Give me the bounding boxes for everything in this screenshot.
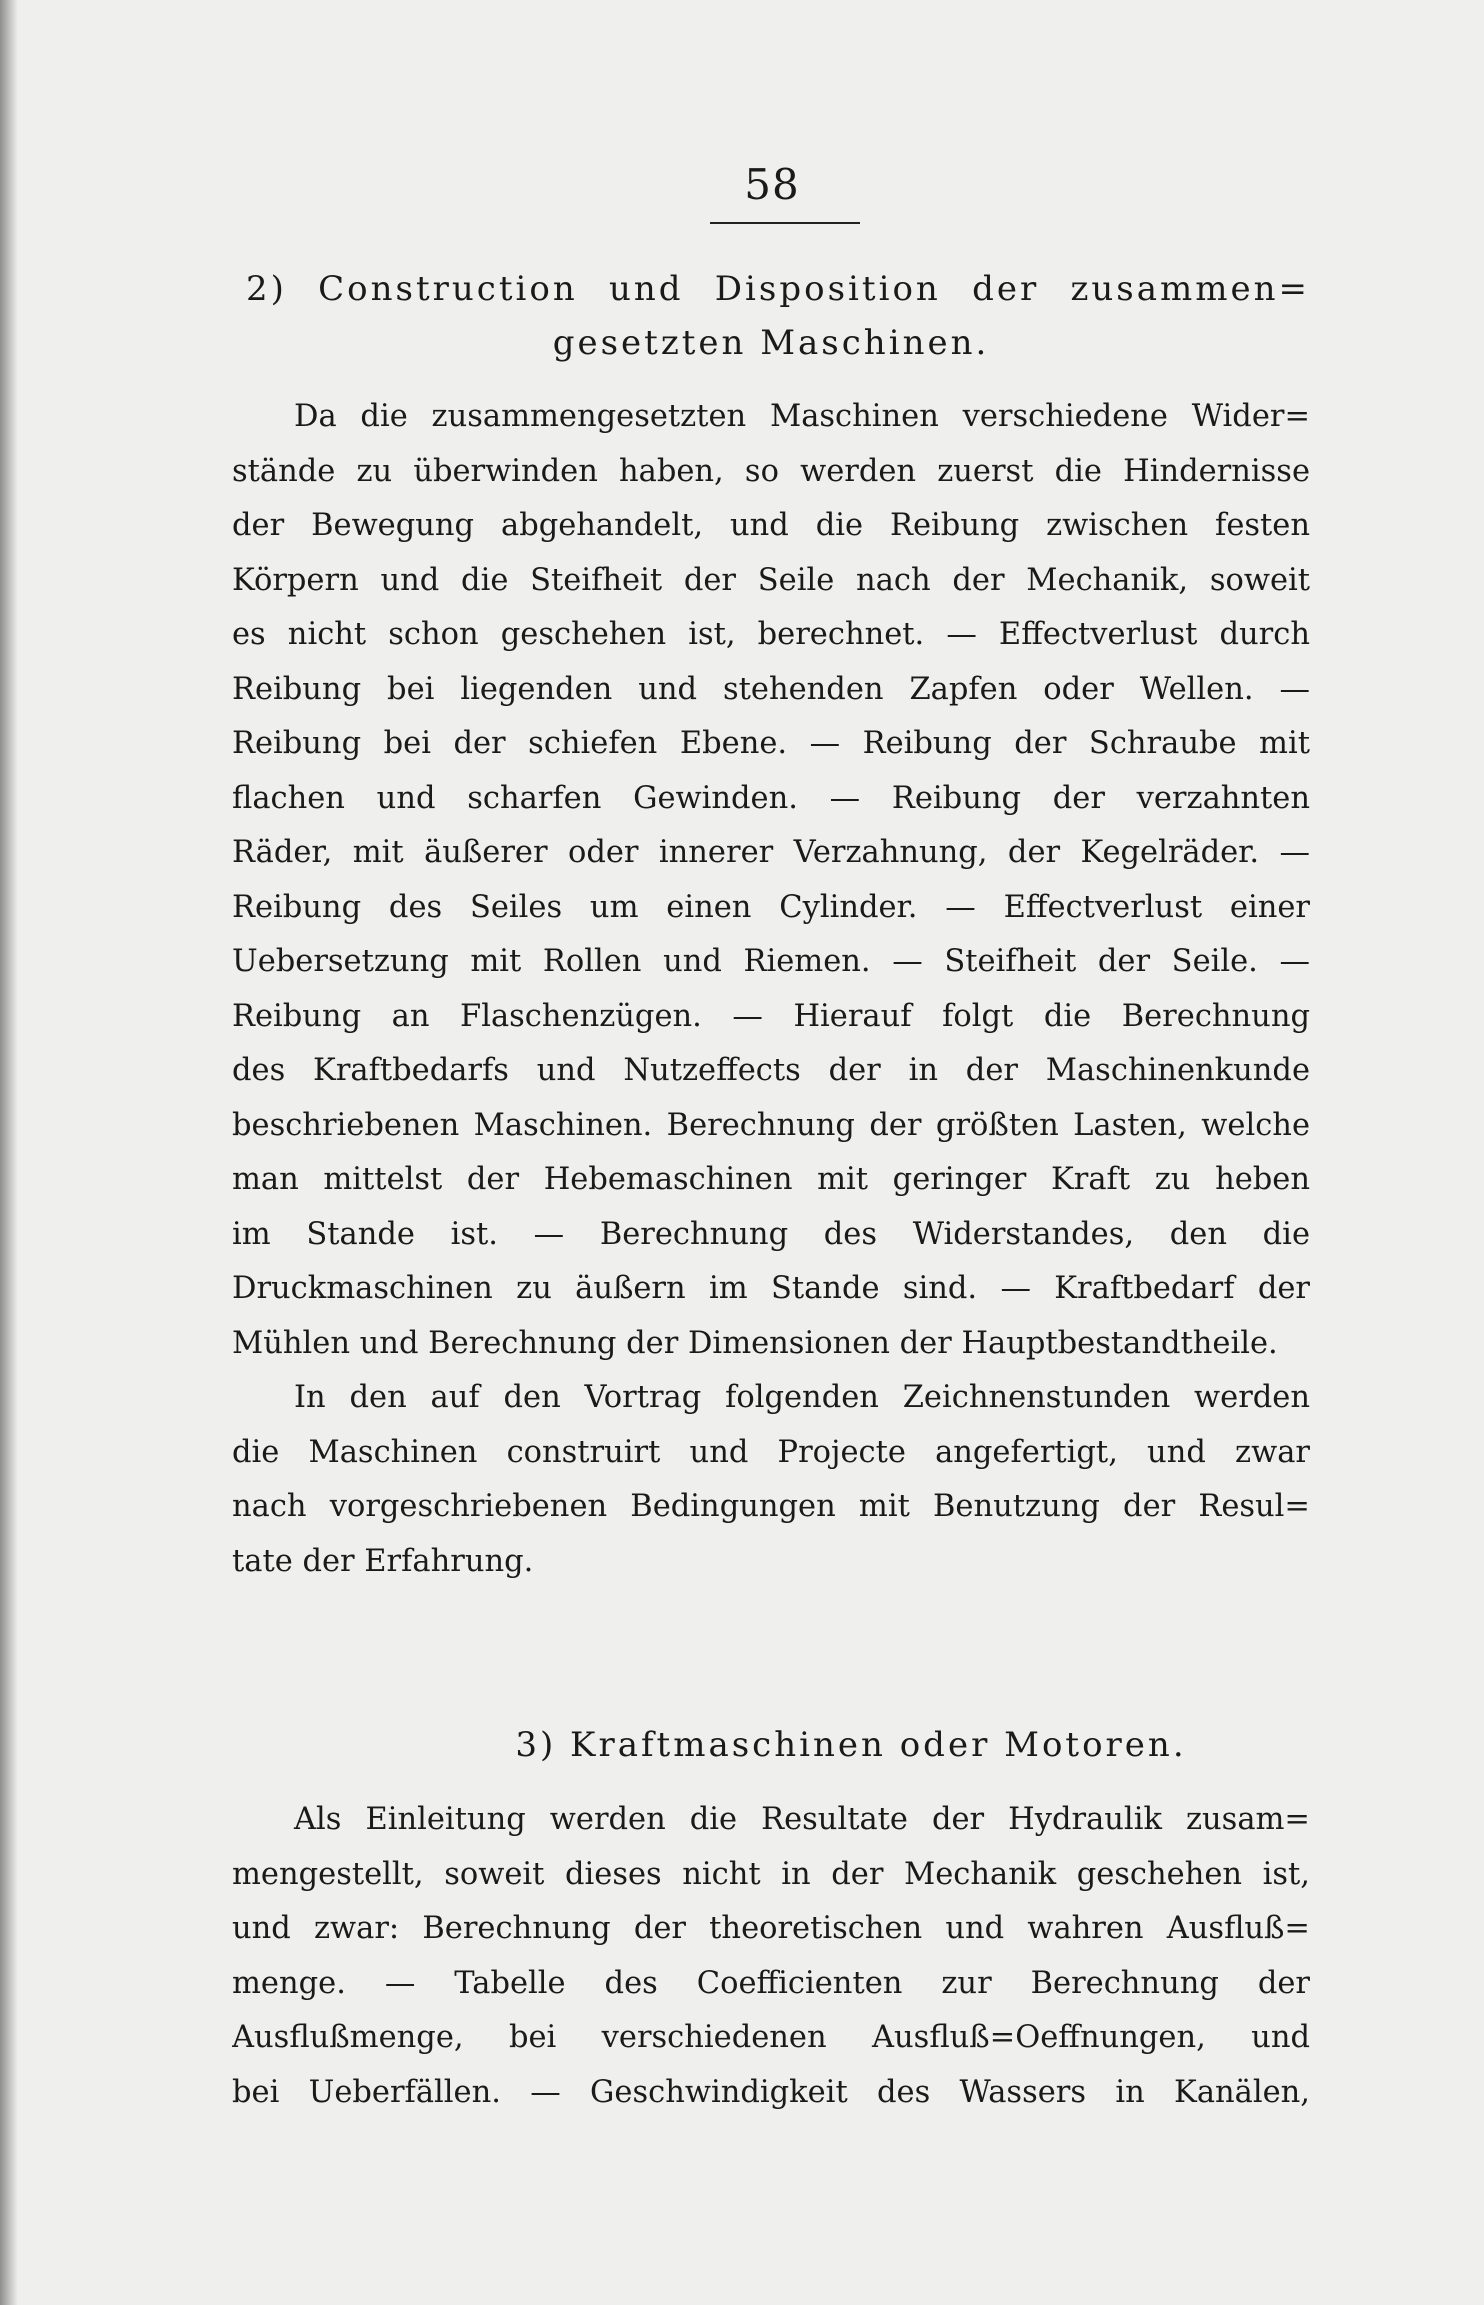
section-2-heading-line-2: gesetzten Maschinen. [552, 323, 990, 363]
section-2-heading-line-1: 2) Construction und Disposition der zusammen= [246, 269, 1310, 309]
text-line: beschriebenen Maschinen. Berechnung der größten Lasten, welche [232, 1107, 1310, 1143]
text-line: Räder, mit äußerer oder innerer Verzahnung, der Kegelräder. — [232, 835, 1310, 870]
text-line: flachen und scharfen Gewinden. — Reibung der verzahnten [232, 780, 1310, 816]
text-line: In den auf den Vortrag folgenden Zeichnenstunden werden [294, 1380, 1310, 1415]
text-line: man mittelst der Hebemaschinen mit geringer Kraft zu heben [232, 1162, 1310, 1197]
text-line: Reibung an Flaschenzügen. — Hierauf folgt die Berechnung [232, 998, 1310, 1034]
text-line: es nicht schon geschehen ist, berechnet. — Effectverlust durch [232, 617, 1310, 652]
text-line: des Kraftbedarfs und Nutzeffects der in der Maschinenkunde [232, 1053, 1310, 1088]
text-line: tate der Erfahrung. [232, 1543, 534, 1579]
text-line: nach vorgeschriebenen Bedingungen mit Benutzung der Resul= [232, 1489, 1310, 1524]
text-line: im Stande ist. — Berechnung des Widerstandes, den die [232, 1216, 1310, 1252]
binding-edge [0, 0, 18, 2305]
text-line: Körpern und die Steifheit der Seile nach der Mechanik, soweit [232, 562, 1310, 598]
text-line: Reibung des Seiles um einen Cylinder. — Effectverlust einer [232, 889, 1310, 925]
text-line: Reibung bei der schiefen Ebene. — Reibung der Schraube mit [232, 726, 1310, 761]
text-line: Mühlen und Berechnung der Dimensionen der Hauptbestandtheile. [232, 1325, 1278, 1361]
page-number: 58 [744, 160, 800, 209]
text-line: menge. — Tabelle des Coefficienten zur Berechnung der [232, 1965, 1310, 2001]
text-line: Reibung bei liegenden und stehenden Zapfen oder Wellen. — [232, 671, 1310, 707]
text-line: bei Ueberfällen. — Geschwindigkeit des Wassers in Kanälen, [232, 2074, 1310, 2110]
text-line: Uebersetzung mit Rollen und Riemen. — Steifheit der Seile. — [232, 944, 1310, 979]
section-3-heading: 3) Kraftmaschinen oder Motoren. [515, 1725, 1187, 1765]
section-2-heading [232, 262, 1310, 370]
text-line: Da die zusammengesetzten Maschinen verschiedene Wider= [294, 399, 1310, 434]
section-3-paragraph-1 [232, 1793, 1310, 2120]
text-line: und zwar: Berechnung der theoretischen und wahren Ausfluß= [232, 1911, 1310, 1946]
text-line: die Maschinen construirt und Projecte angefertigt, und zwar [232, 1434, 1310, 1470]
text-line: Ausflußmenge, bei verschiedenen Ausfluß=Oeffnungen, und [232, 2020, 1310, 2055]
page-number-rule [710, 222, 860, 224]
text-line: der Bewegung abgehandelt, und die Reibung zwischen festen [232, 508, 1310, 543]
text-line: Als Einleitung werden die Resultate der Hydraulik zusam= [294, 1802, 1310, 1837]
text-line: mengestellt, soweit dieses nicht in der Mechanik geschehen ist, [232, 1856, 1310, 1892]
text-line: stände zu überwinden haben, so werden zuerst die Hindernisse [232, 453, 1310, 489]
section-2-paragraph-1 [232, 390, 1310, 1589]
text-line: Druckmaschinen zu äußern im Stande sind. — Kraftbedarf der [232, 1271, 1310, 1306]
